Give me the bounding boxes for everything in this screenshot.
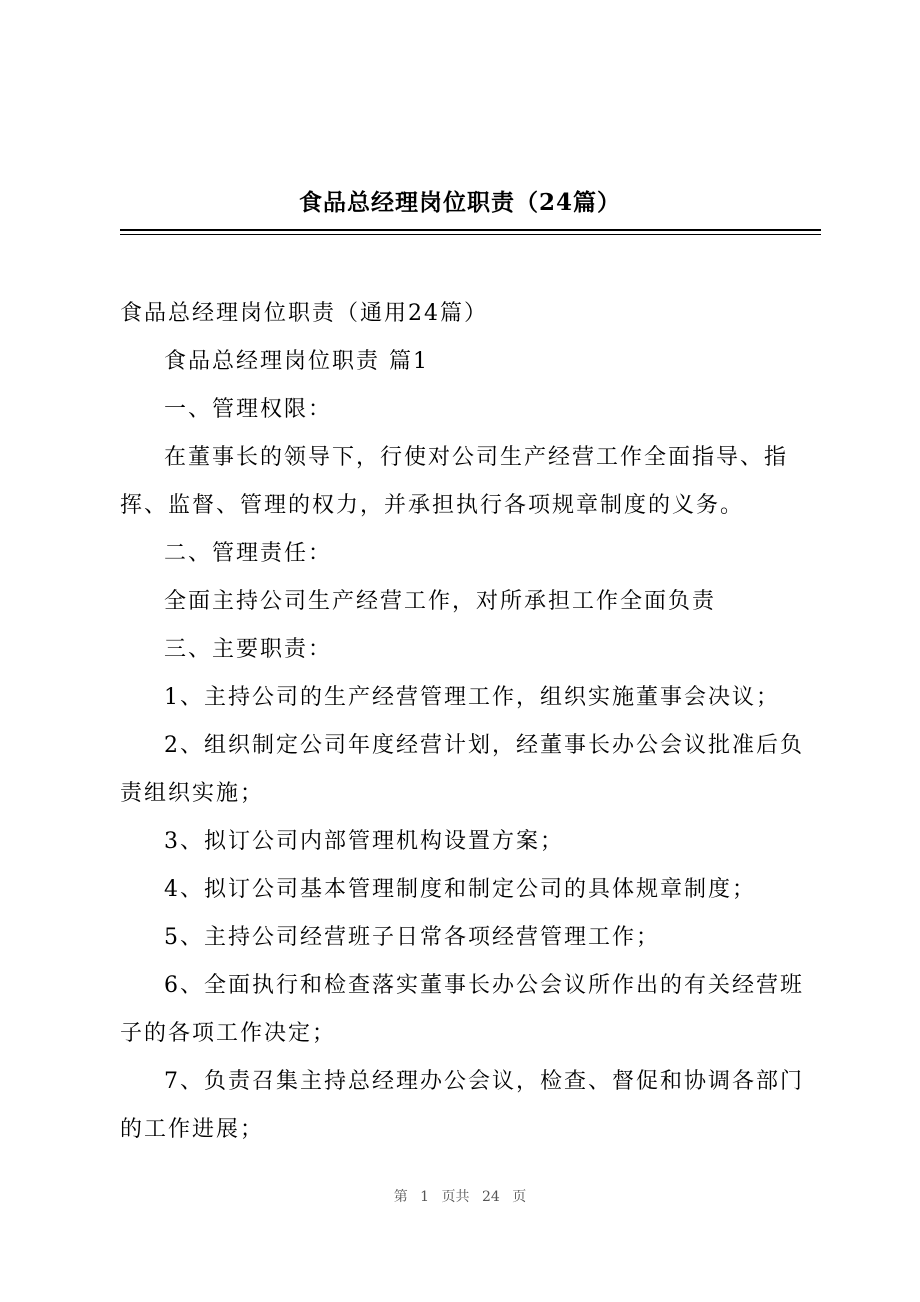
list-item: 6、全面执行和检查落实董事长办公会议所作出的有关经营班子的各项工作决定； bbox=[120, 973, 804, 1046]
title-rule-thick bbox=[120, 229, 821, 231]
page-footer bbox=[0, 1187, 920, 1207]
footer-label-page: 第 bbox=[393, 1189, 408, 1205]
paragraph-subtitle: 食品总经理岗位职责（通用24篇） bbox=[120, 301, 488, 326]
list-item: 7、负责召集主持总经理办公会议，检查、督促和协调各部门的工作进展； bbox=[120, 1069, 804, 1142]
paragraph-section-heading: 食品总经理岗位职责 篇1 bbox=[164, 349, 429, 374]
list-item: 2、组织制定公司年度经营计划，经董事长办公会议批准后负责组织实施； bbox=[120, 733, 804, 806]
paragraph: 在董事长的领导下，行使对公司生产经营工作全面指导、指挥、监督、管理的权力，并承担执行各项规章制度的义务。 bbox=[120, 445, 789, 518]
paragraph-heading-duties: 三、主要职责： bbox=[164, 637, 333, 662]
footer-current-page: 1 bbox=[420, 1189, 430, 1205]
title-rule-thin bbox=[120, 234, 821, 235]
list-item: 3、拟订公司内部管理机构设置方案； bbox=[164, 829, 564, 854]
document-body bbox=[120, 290, 824, 1154]
footer-label-end: 页 bbox=[512, 1189, 527, 1205]
list-item: 5、主持公司经营班子日常各项经营管理工作； bbox=[164, 925, 660, 950]
document-title: 食品总经理岗位职责（24篇） bbox=[298, 189, 621, 216]
paragraph: 全面主持公司生产经营工作，对所承担工作全面负责 bbox=[164, 589, 717, 614]
list-item: 4、拟订公司基本管理制度和制定公司的具体规章制度； bbox=[164, 877, 756, 902]
footer-label-of: 页共 bbox=[441, 1189, 470, 1205]
paragraph-heading-authority: 一、管理权限： bbox=[164, 397, 333, 422]
list-item: 1、主持公司的生产经营管理工作，组织实施董事会决议； bbox=[164, 685, 780, 710]
paragraph-heading-responsibility: 二、管理责任： bbox=[164, 541, 333, 566]
footer-total-pages: 24 bbox=[482, 1189, 500, 1205]
